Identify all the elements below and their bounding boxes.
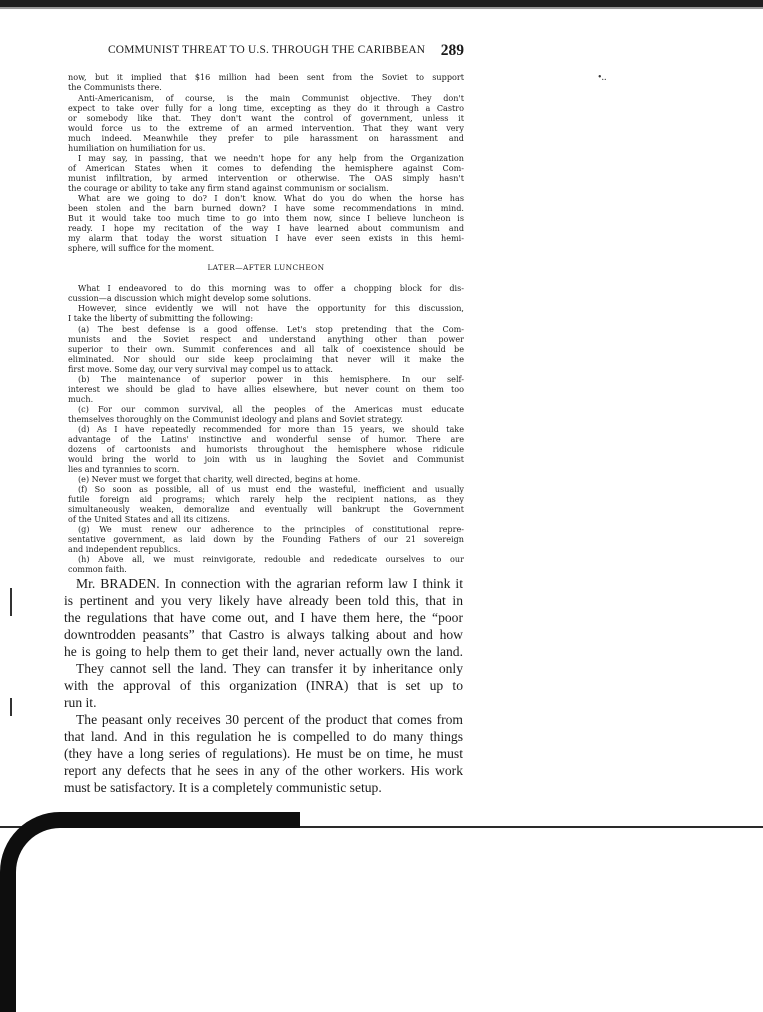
text-line: advantage of the Latins' instinctive and wonderful sense of humor. There are	[68, 434, 464, 444]
testimony-line: report any defects that he sees in any of the other workers. His work	[64, 763, 463, 778]
text-line: themselves thoroughly on the Communist ideology and plans and Soviet strategy.	[68, 414, 403, 424]
text-line: dozens of cartoonists and humorists throughout the hemisphere whose ridicule	[68, 444, 464, 454]
text-line: lies and tyrannies to scorn.	[68, 464, 180, 474]
text-line: What are we going to do? I don't know. What do you do when the horse has	[78, 193, 464, 203]
text-line: now, but it implied that $16 million had been sent from the Soviet to support	[68, 72, 464, 82]
text-line: However, since evidently we will not have the opportunity for this discussion,	[78, 303, 464, 313]
testimony-line: must be satisfactory. It is a completely communistic setup.	[64, 780, 382, 795]
text-line: sentative government, as laid down by the Founding Fathers of our 21 sovereign	[68, 534, 464, 544]
text-line: of American States when it comes to defending the hemisphere against Com-	[68, 163, 464, 173]
text-line: (g) We must renew our adherence to the principles of constitutional repre-	[78, 524, 464, 534]
text-line: would force us to the extreme of an armed intervention. That they want very	[68, 123, 464, 133]
text-line: What I endeavored to do this morning was to offer a chopping block for dis-	[78, 283, 464, 293]
section-heading: LATER—AFTER LUNCHEON	[207, 263, 325, 272]
text-line: my alarm that today the worst situation I have ever seen exists in this hemi-	[68, 233, 464, 243]
text-line: But it would take too much time to go into them now, since I believe luncheon is	[68, 213, 464, 223]
testimony-line: the regulations that have come out, and I have them here, the “poor	[64, 610, 463, 625]
text-line: munist infiltration, by armed intervention or otherwise. The OAS simply hasn't	[68, 173, 464, 183]
running-head: COMMUNIST THREAT TO U.S. THROUGH THE CARIBBEAN	[108, 44, 426, 56]
text-line: munists and the Soviet respect and understand anything other than power	[68, 334, 464, 344]
scan-bottom-curve	[0, 812, 300, 1012]
text-line: futile foreign aid programs; which rarely help the recipient nations, as they	[68, 494, 464, 504]
text-line: (f) So soon as possible, all of us must end the wasteful, inefficient and usually	[78, 484, 464, 494]
testimony-line: run it.	[64, 695, 97, 710]
text-line: of the United States and all its citizens.	[68, 514, 230, 524]
margin-mark	[10, 698, 12, 716]
scan-speck: •..	[598, 72, 607, 83]
text-line: the courage or ability to take any firm stand against communism or socialism.	[68, 183, 389, 193]
text-line: much.	[68, 394, 94, 404]
text-line: and independent republics.	[68, 544, 181, 554]
text-line: the Communists there.	[68, 82, 162, 92]
text-line: simultaneously weaken, demoralize and eventually will bankrupt the Government	[68, 504, 464, 514]
page-number: 289	[440, 42, 464, 59]
text-line: (h) Above all, we must reinvigorate, redouble and rededicate ourselves to our	[78, 554, 464, 564]
text-line: first move. Some day, our very survival may compel us to attack.	[68, 364, 333, 374]
text-line: (d) As I have repeatedly recommended for more than 15 years, we should take	[78, 424, 464, 434]
page-header	[108, 44, 464, 60]
text-line: interest we should be glad to have allies elsewhere, but never count on them too	[68, 384, 464, 394]
text-line: sphere, will suffice for the moment.	[68, 243, 215, 253]
text-line: common faith.	[68, 564, 127, 574]
text-line: (c) For our common survival, all the peoples of the Americas must educate	[78, 404, 464, 414]
text-line: (b) The maintenance of superior power in this hemisphere. In our self-	[78, 374, 464, 384]
text-line: humiliation on humiliation for us.	[68, 143, 206, 153]
text-line: cussion—a discussion which might develop some solutions.	[68, 293, 312, 303]
text-line: (a) The best defense is a good offense. Let's stop pretending that the Com-	[78, 324, 464, 334]
testimony-line: that land. And in this regulation he is compelled to do many things	[64, 729, 463, 744]
testimony-line: They cannot sell the land. They can transfer it by inheritance only	[76, 661, 463, 676]
scan-top-edge	[0, 0, 763, 7]
testimony-line: he is going to help them to get their land, never actually own the land.	[64, 644, 463, 659]
text-line: superior to their own. Summit conferences and all talk of coexistence should be	[68, 344, 464, 354]
text-line: I may say, in passing, that we needn't hope for any help from the Organization	[78, 153, 464, 163]
testimony-line: with the approval of this organization (INRA) that is set up to	[64, 678, 463, 693]
text-line: been stolen and the barn burned down? I have some recommendations in mind.	[68, 203, 464, 213]
text-line: ready. I hope my recitation of the way I have learned about communism and	[68, 223, 464, 233]
margin-mark	[10, 588, 12, 616]
testimony-line: The peasant only receives 30 percent of the product that comes from	[76, 712, 463, 727]
text-line: much indeed. Meanwhile they prefer to pile harassment on harassment and	[68, 133, 464, 143]
testimony-line: is pertinent and you very likely have already been told this, that in	[64, 593, 463, 608]
testimony-line: (they have a long series of regulations). He must be on time, he must	[64, 746, 463, 761]
scan-top-edge-light	[0, 7, 763, 9]
text-line: Anti-Americanism, of course, is the main Communist objective. They don't	[78, 93, 464, 103]
text-line: I take the liberty of submitting the following:	[68, 313, 254, 323]
testimony-line: Mr. BRADEN. In connection with the agrarian reform law I think it	[76, 576, 463, 591]
testimony-line: downtrodden peasants” that Castro is always talking about and how	[64, 627, 463, 642]
text-line: expect to take over fully for a long time, excepting as they do it through a Castro	[68, 103, 464, 113]
text-line: (e) Never must we forget that charity, well directed, begins at home.	[78, 474, 361, 484]
text-line: or somebody like that. They don't want the control of government, unless it	[68, 113, 464, 123]
text-line: would bring the world to join with us in laughing the Soviet and Communist	[68, 454, 464, 464]
text-line: eliminated. Nor should our side keep proclaiming that never will it make the	[68, 354, 464, 364]
